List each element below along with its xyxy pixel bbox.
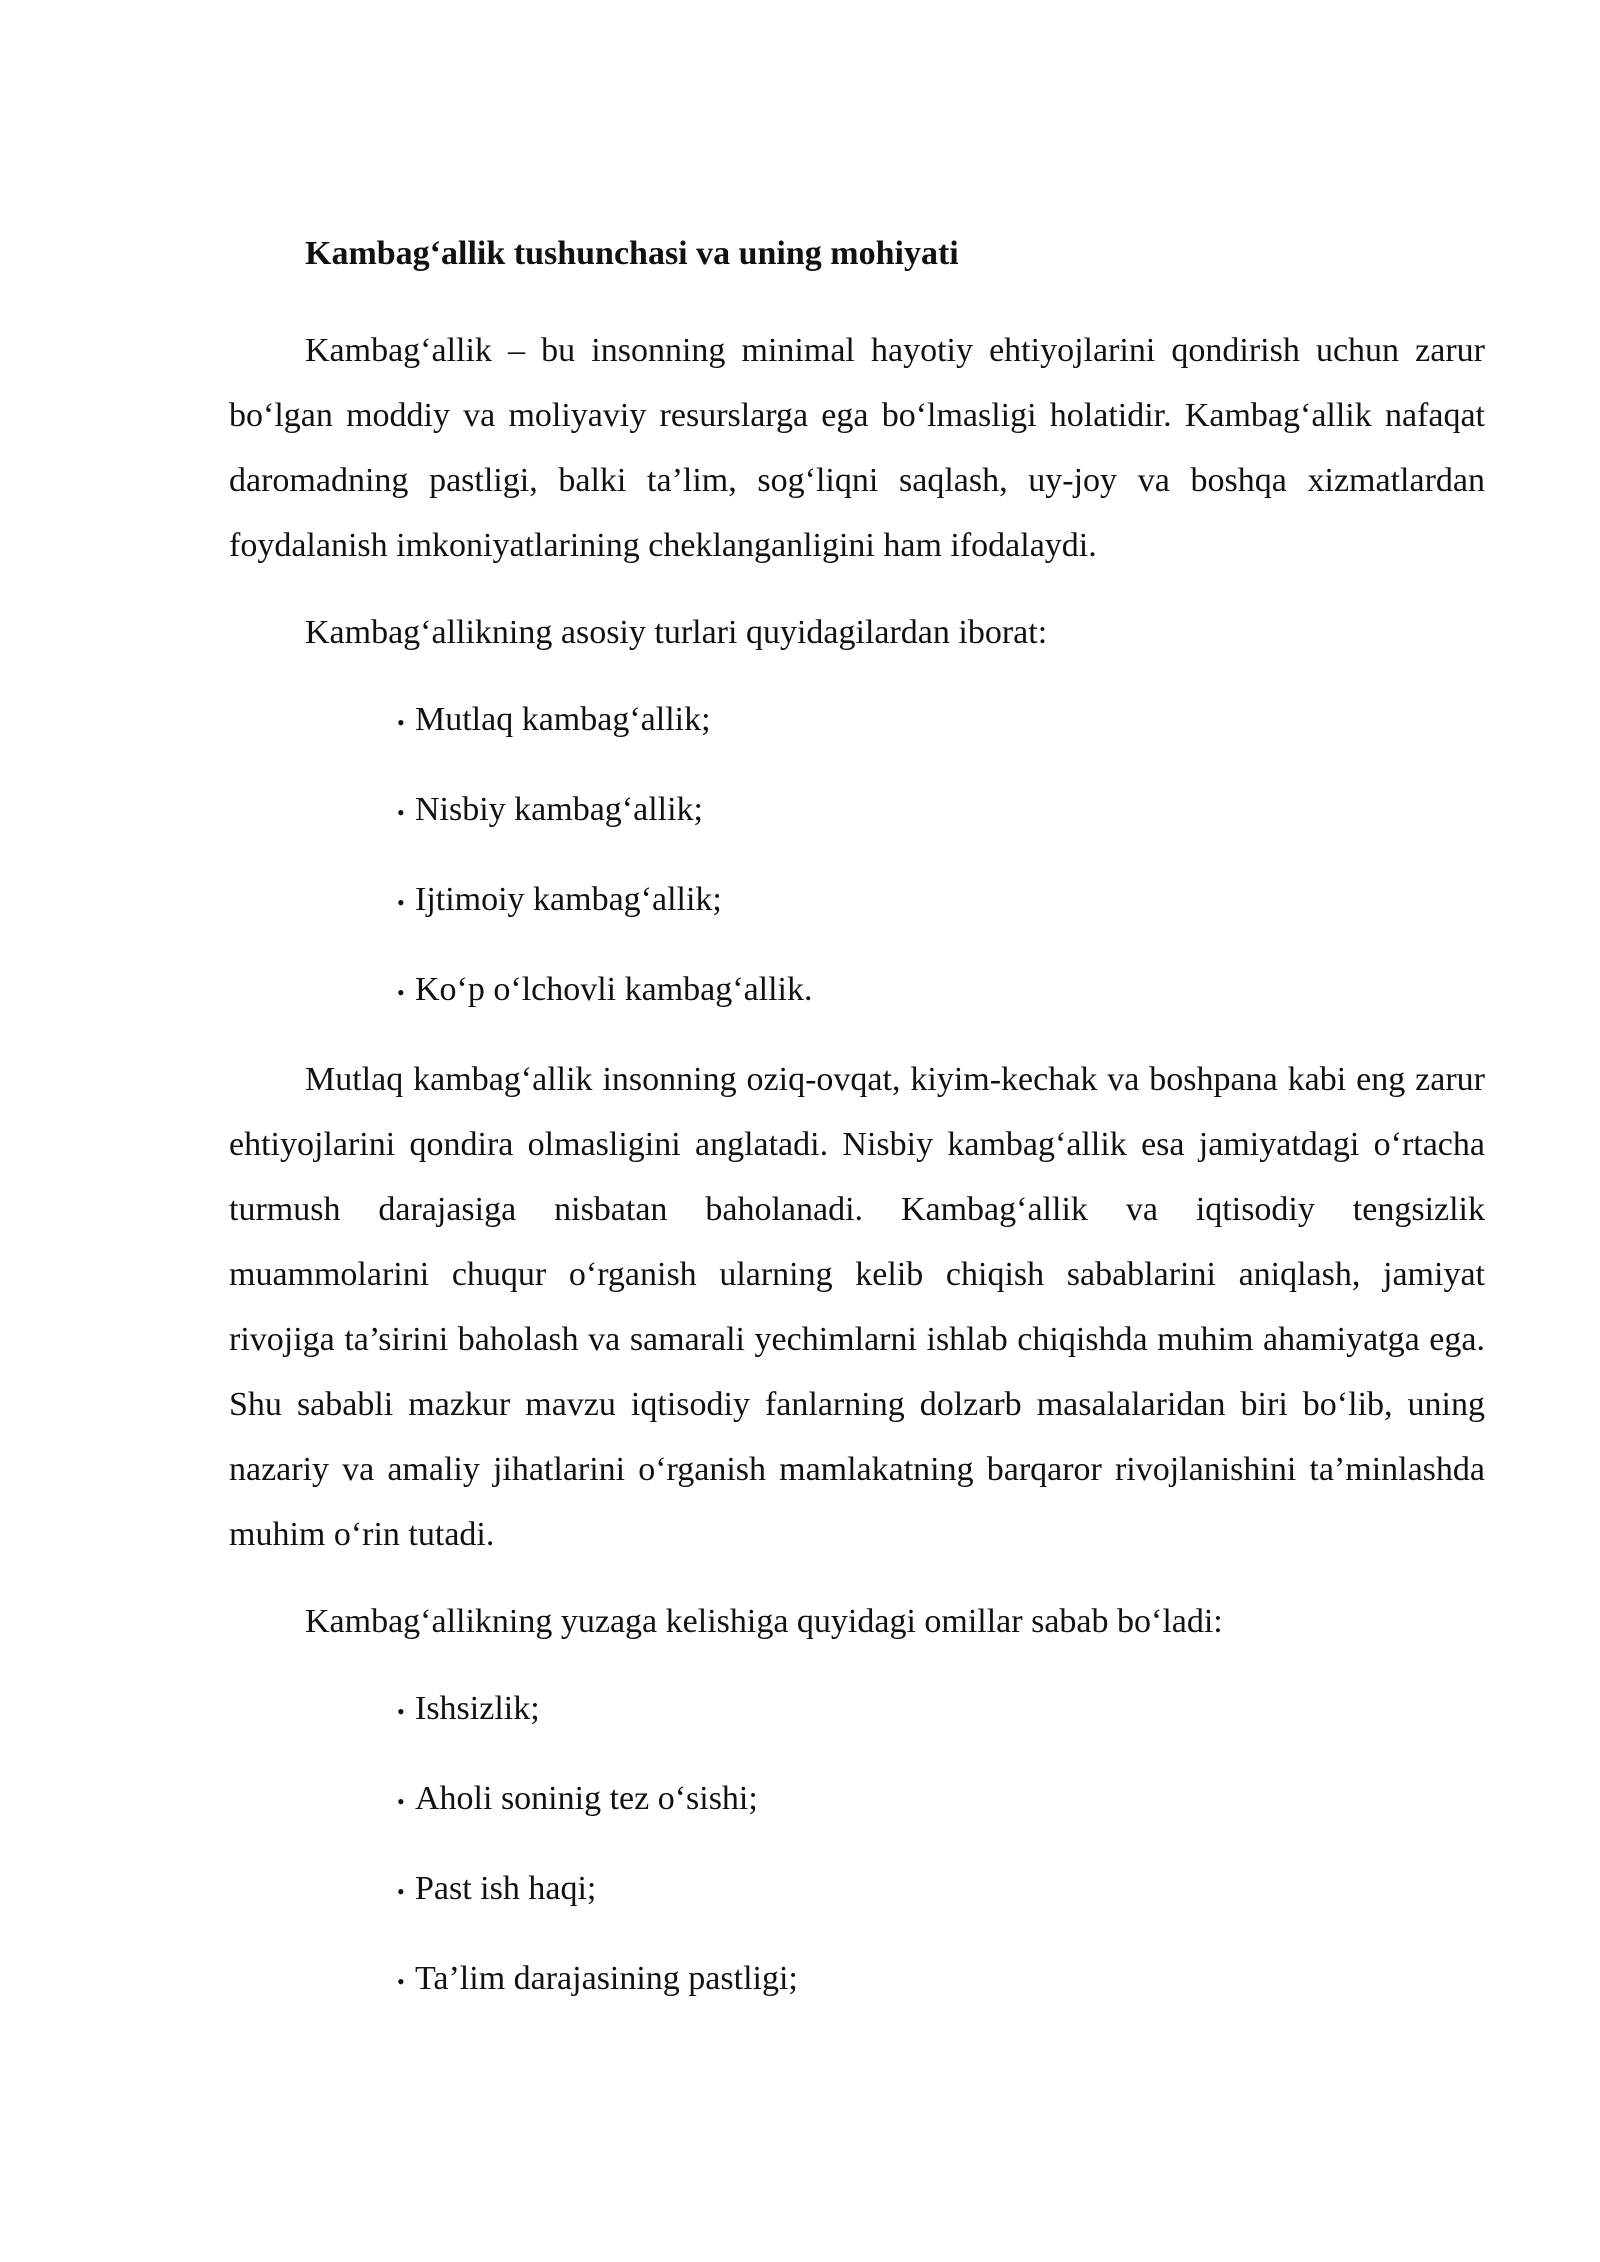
list-item-text: Aholi soninig tez o‘sishi; [415,1780,758,1817]
section-heading: Kambag‘allik tushunchasi va uning mohiyati [305,235,959,272]
paragraph-explanation: Mutlaq kambag‘allik insonning oziq-ovqat, kiyim-kechak va boshpana kabi eng zarur ehtiyojlarini qondira olmasligini anglatadi. Nisbiy kambag‘allik esa jamiyatdagi o‘rtacha turmush darajasiga nisbatan baholanadi. Kambag‘allik va iqtisodiy tengsizlik muammolarini chuqur o‘rganish ularning kelib chiqish sabablarini aniqlash, jamiyat rivojiga ta’sirini baholash va samarali yechimlarni ishlab chiqishda muhim ahamiyatga ega. Shu sababli mazkur mavzu iqtisodiy fanlarning dolzarb masalalaridan biri bo‘lib, uning nazariy va amaliy jihatlarini o‘rganish mamlakatning barqaror rivojlanishini ta’minlashda muhim o‘rin tutadi. [229,1061,1485,1553]
list-item-text: Ta’lim darajasining pastligi; [415,1960,798,1997]
bullet-icon: • [397,710,405,735]
bullet-icon: • [397,1699,405,1724]
list-item [397,687,1485,755]
bullet-icon: • [397,800,405,825]
bullet-icon: • [397,1879,405,1904]
list-item [397,867,1485,935]
list-item-text: Mutlaq kambag‘allik; [415,701,711,738]
paragraph-types-intro: Kambag‘allikning asosiy turlari quyidagilardan iborat: [305,614,1048,651]
list-item [397,1946,1485,2014]
list-item-text: Nisbiy kambag‘allik; [415,791,704,828]
list-item-text: Ko‘p o‘lchovli kambag‘allik. [415,971,813,1008]
list-item-text: Past ish haqi; [415,1870,597,1907]
paragraph-definition: Kambag‘allik – bu insonning minimal hayotiy ehtiyojlarini qondirish uchun zarur bo‘lgan moddiy va moliyaviy resurslarga ega bo‘lmasligi holatidir. Kambag‘allik nafaqat daromadning pastligi, balki ta’lim, sog‘liqni saqlash, uy-joy va boshqa xizmatlardan foydalanish imkoniyatlarining cheklanganligini ham ifodalaydi. [229,332,1485,564]
document-body [229,232,1485,2036]
list-item [397,1766,1485,1834]
bullet-icon: • [397,890,405,915]
list-item [397,777,1485,845]
bullet-icon: • [397,1789,405,1814]
bullet-icon: • [397,1969,405,1994]
bullet-icon: • [397,980,405,1005]
poverty-causes-list [229,1676,1485,2014]
list-item-text: Ishsizlik; [415,1690,540,1727]
paragraph-causes-intro: Kambag‘allikning yuzaga kelishiga quyidagi omillar sabab bo‘ladi: [305,1603,1223,1640]
list-item [397,1676,1485,1744]
list-item-text: Ijtimoiy kambag‘allik; [415,881,722,918]
list-item [397,957,1485,1025]
list-item [397,1856,1485,1924]
poverty-types-list [229,687,1485,1025]
